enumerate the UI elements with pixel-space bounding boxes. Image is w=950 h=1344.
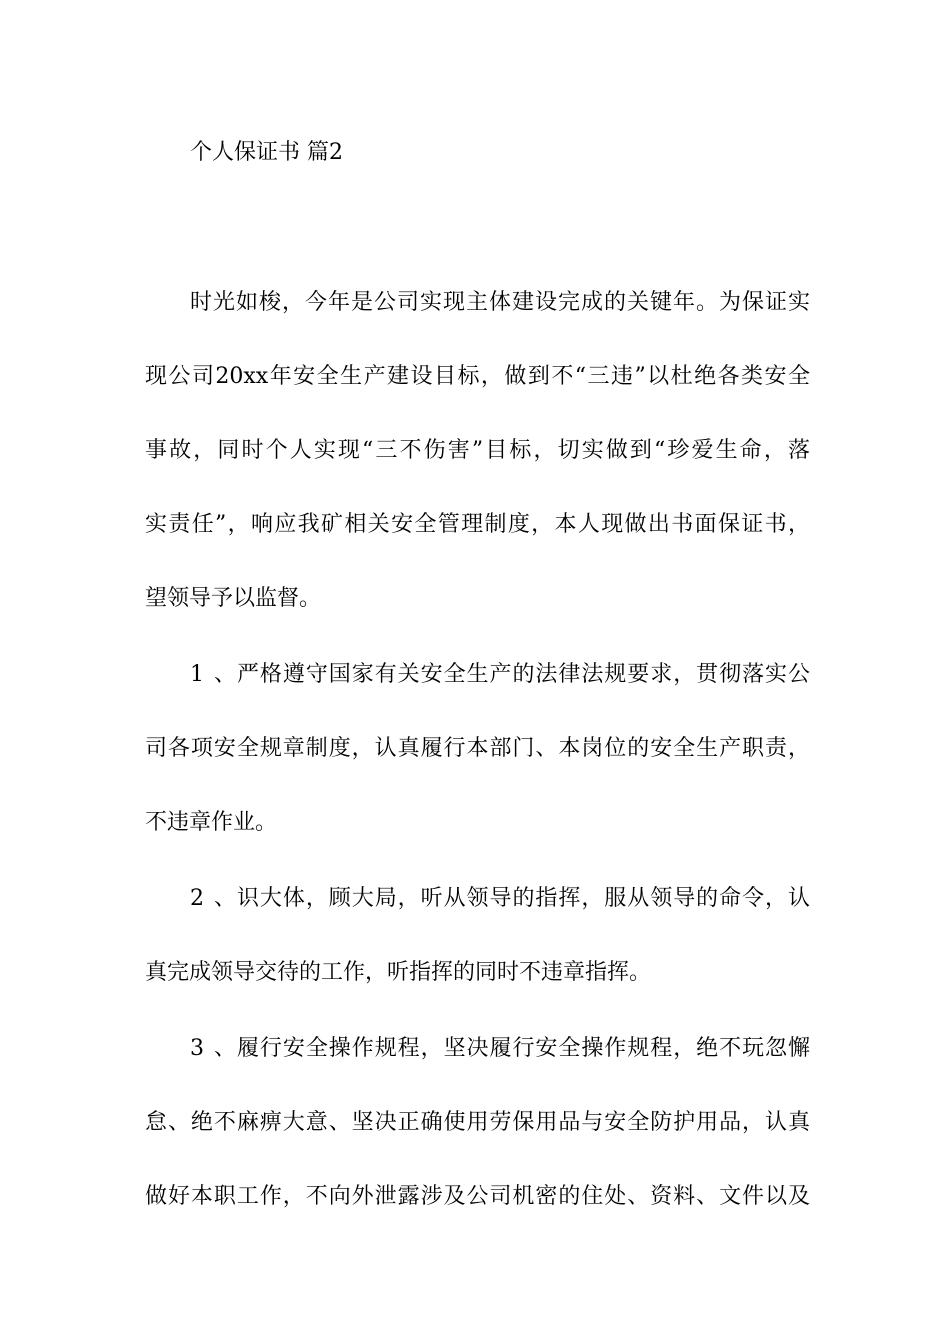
item-1-first-line — [190, 660, 810, 690]
item-1-line-3: 不违章作业。 — [145, 810, 278, 835]
intro-line-2: 现公司20xx年安全生产建设目标，做到不“三违”以杜绝各类安全 — [145, 364, 810, 389]
item-3-first-text: 履行安全操作规程，坚决履行安全操作规程，绝不玩忽懈 — [236, 1036, 810, 1061]
intro-line-4: 实责任”，响应我矿相关安全管理制度，本人现做出书面保证书， — [145, 512, 810, 537]
item-3-number: 3、 — [190, 1036, 236, 1061]
item-3-first-line — [190, 1034, 810, 1064]
item-3-line-3: 做好本职工作，不向外泄露涉及公司机密的住处、资料、文件以及 — [145, 1184, 810, 1209]
intro-line-3: 事故，同时个人实现“三不伤害”目标，切实做到“珍爱生命，落 — [145, 438, 810, 463]
item-1-line-2: 司各项安全规章制度，认真履行本部门、本岗位的安全生产职责， — [145, 736, 810, 761]
item-2-first-line — [190, 884, 810, 914]
item-1-first-text: 严格遵守国家有关安全生产的法律法规要求，贯彻落实公 — [236, 662, 810, 687]
item-2-first-text: 识大体，顾大局，听从领导的指挥，服从领导的命令，认 — [236, 886, 810, 911]
intro-line-1: 时光如梭，今年是公司实现主体建设完成的关键年。为保证实 — [190, 290, 810, 315]
item-1-number: 1、 — [190, 662, 236, 687]
item-3-line-2: 怠、绝不麻痹大意、坚决正确使用劳保用品与安全防护用品，认真 — [145, 1110, 810, 1135]
intro-line-5: 望领导予以监督。 — [145, 586, 322, 611]
document-title: 个人保证书 篇2 — [190, 140, 343, 165]
item-2-line-2: 真完成领导交待的工作，听指挥的同时不违章指挥。 — [145, 960, 652, 985]
item-2-number: 2、 — [190, 886, 236, 911]
